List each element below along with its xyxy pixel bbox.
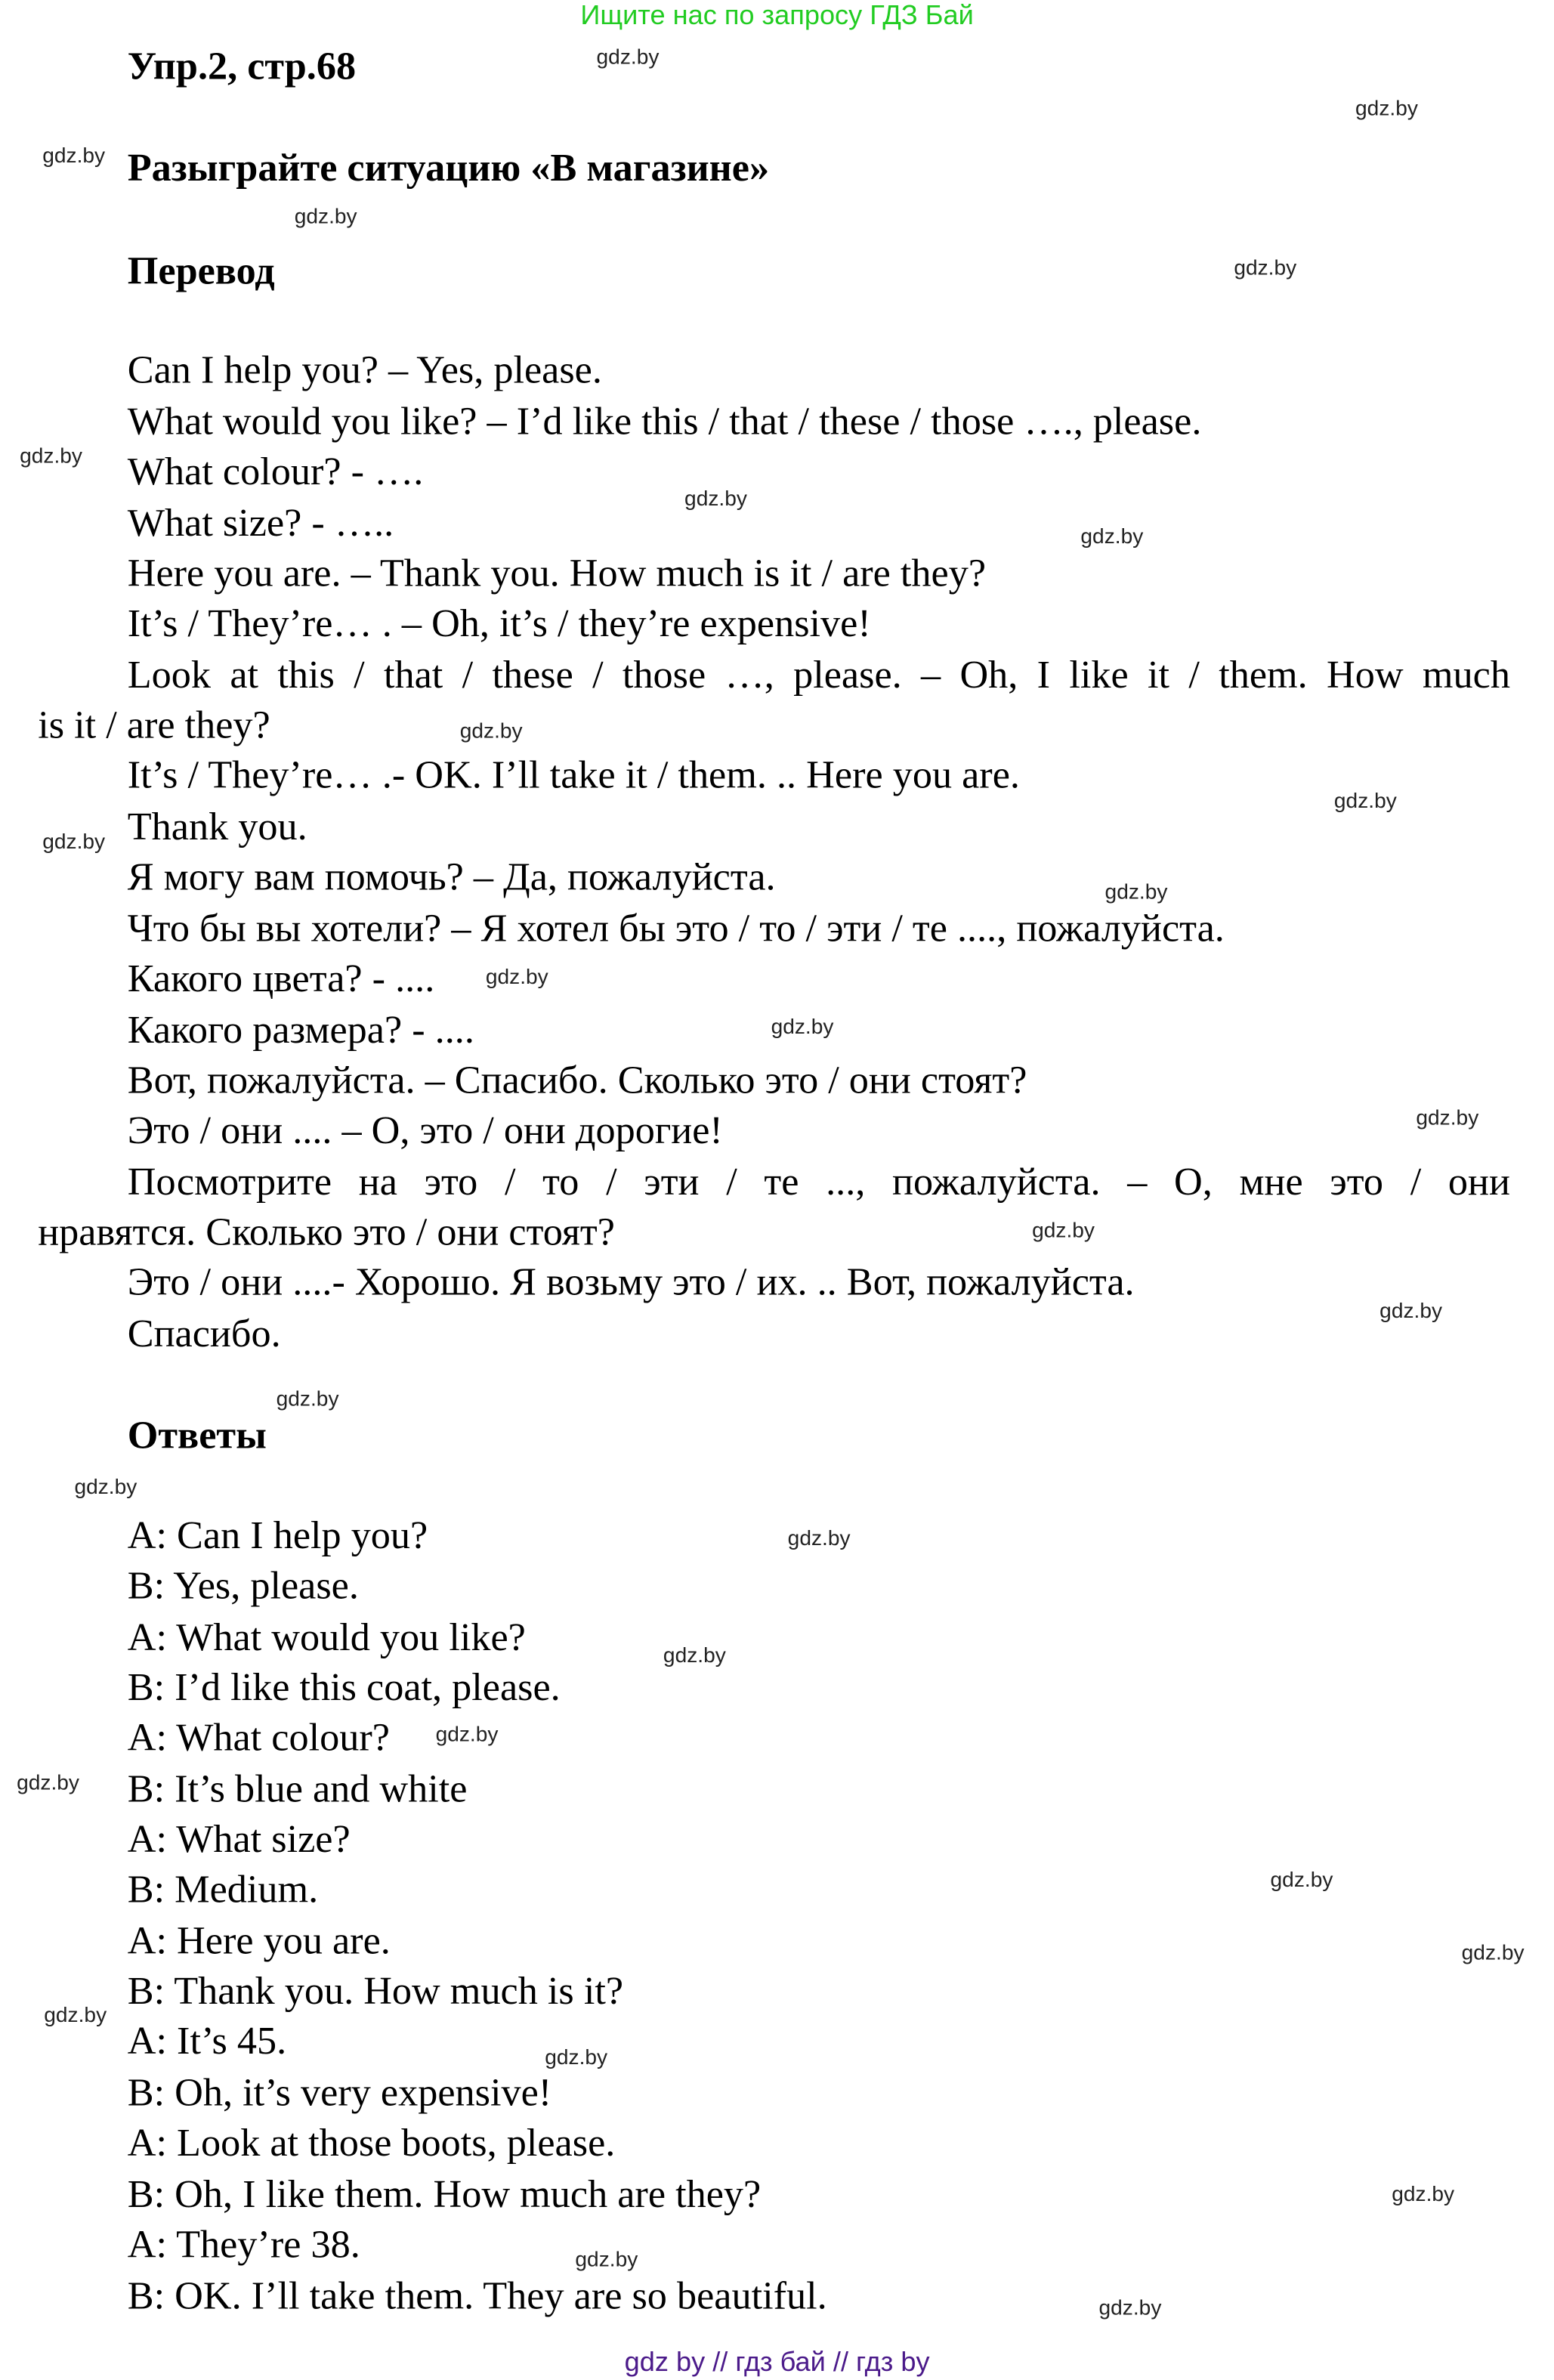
- watermark: gdz.by: [1379, 1297, 1443, 1322]
- watermark: gdz.by: [1416, 1105, 1479, 1130]
- watermark: gdz.by: [17, 1770, 79, 1794]
- answer-line: A: Can I help you?: [127, 1513, 428, 1558]
- watermark: gdz.by: [1080, 524, 1144, 549]
- watermark: gdz.by: [545, 2045, 608, 2069]
- translation-line: Какого цвета? - ....: [127, 956, 435, 1000]
- watermark: gdz.by: [575, 2246, 638, 2271]
- watermark: gdz.by: [20, 443, 82, 468]
- translation-line: Это / они ....- Хорошо. Я возьму это / их. .. Вот, пожалуйста.: [127, 1260, 1135, 1304]
- translation-line: is it / are they?: [38, 703, 270, 747]
- watermark: gdz.by: [1270, 1867, 1333, 1892]
- watermark: gdz.by: [1461, 1940, 1525, 1964]
- answer-line: A: What colour?: [127, 1715, 390, 1760]
- translation-line: Вот, пожалуйста. – Спасибо. Сколько это / они стоят?: [127, 1058, 1027, 1102]
- answer-line: A: It’s 45.: [127, 2018, 287, 2063]
- watermark: gdz.by: [596, 44, 660, 69]
- answer-line: B: Oh, it’s very expensive!: [127, 2070, 552, 2115]
- task-heading: Разыграйте ситуацию «В магазине»: [127, 145, 770, 190]
- watermark: gdz.by: [435, 1721, 499, 1746]
- translation-line: What colour? - ….: [127, 449, 424, 493]
- watermark: gdz.by: [276, 1386, 339, 1411]
- watermark: gdz.by: [787, 1525, 851, 1550]
- watermark: gdz.by: [42, 142, 106, 167]
- watermark: gdz.by: [1032, 1217, 1095, 1242]
- translation-heading: Перевод: [127, 249, 275, 293]
- translation-line: Спасибо.: [127, 1311, 281, 1356]
- watermark: gdz.by: [663, 1642, 726, 1667]
- watermark: gdz.by: [1392, 2181, 1455, 2206]
- translation-line: Посмотрите на это / то / эти / те ..., пожалуйста. – О, мне это / они: [127, 1159, 1510, 1204]
- translation-line: It’s / They’re… .- OK. I’ll take it / them. .. Here you are.: [127, 753, 1020, 797]
- answer-line: A: Here you are.: [127, 1918, 391, 1963]
- answer-line: A: Look at those boots, please.: [127, 2120, 616, 2165]
- translation-line: It’s / They’re… . – Oh, it’s / they’re expensive!: [127, 601, 871, 645]
- watermark: gdz.by: [1333, 787, 1397, 812]
- answer-line: B: Thank you. How much is it?: [127, 1968, 624, 2013]
- watermark: gdz.by: [485, 963, 548, 988]
- answer-line: A: What would you like?: [127, 1615, 526, 1659]
- translation-line: Look at this / that / these / those …, please. – Oh, I like it / them. How much: [127, 652, 1510, 697]
- watermark: gdz.by: [459, 718, 523, 743]
- translation-line: Это / они .... – О, это / они дорогие!: [127, 1108, 723, 1152]
- answer-line: A: They’re 38.: [127, 2222, 360, 2267]
- answer-line: B: Oh, I like them. How much are they?: [127, 2171, 762, 2217]
- exercise-title: Упр.2, стр.68: [127, 44, 357, 88]
- footer-links: gdz by // гдз бай // гдз by: [624, 2346, 930, 2378]
- watermark: gdz.by: [42, 828, 106, 854]
- watermark: gdz.by: [771, 1014, 834, 1039]
- translation-line: нравятся. Сколько это / они стоят?: [38, 1210, 615, 1254]
- watermark: gdz.by: [1234, 255, 1297, 280]
- answer-line: B: Medium.: [127, 1867, 319, 1912]
- translation-line: Я могу вам помочь? – Да, пожалуйста.: [127, 855, 776, 899]
- answer-line: B: It’s blue and white: [127, 1766, 468, 1811]
- watermark: gdz.by: [74, 1473, 137, 1498]
- answers-heading: Ответы: [127, 1413, 267, 1457]
- translation-line: What would you like? – I’d like this / that / these / those …., please.: [127, 399, 1202, 444]
- translation-line: Thank you.: [127, 804, 307, 849]
- translation-line: Какого размера? - ....: [127, 1007, 474, 1052]
- watermark: gdz.by: [1098, 2295, 1162, 2320]
- answer-line: B: I’d like this coat, please.: [127, 1664, 561, 1710]
- watermark: gdz.by: [44, 2001, 107, 2027]
- translation-line: Can I help you? – Yes, please.: [127, 348, 602, 392]
- watermark: gdz.by: [294, 203, 357, 228]
- translation-line: Что бы вы хотели? – Я хотел бы это / то / эти / те ...., пожалуйста.: [127, 906, 1225, 950]
- watermark: gdz.by: [1355, 95, 1418, 120]
- watermark: gdz.by: [1104, 879, 1168, 904]
- watermark: gdz.by: [684, 485, 747, 511]
- translation-line: What size? - …..: [127, 500, 394, 546]
- search-banner: Ищите нас по запросу ГДЗ Бай: [580, 0, 974, 31]
- answer-line: B: OK. I’ll take them. They are so beautiful.: [127, 2273, 827, 2318]
- translation-line: Here you are. – Thank you. How much is it / are they?: [127, 551, 987, 595]
- answer-line: A: What size?: [127, 1816, 351, 1862]
- answer-line: B: Yes, please.: [127, 1563, 359, 1608]
